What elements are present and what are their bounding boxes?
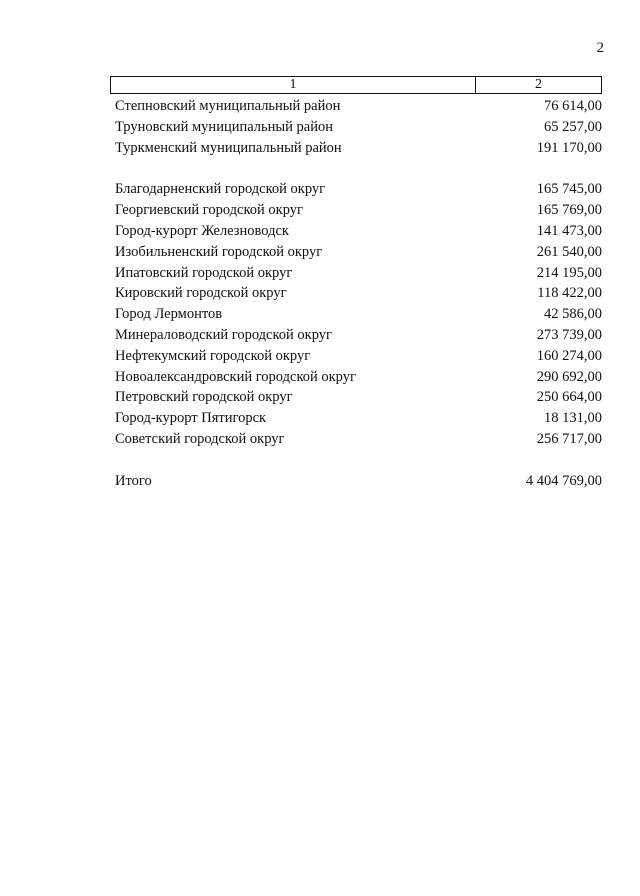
row-name: Труновский муниципальный район [115,118,333,135]
row-value: 290 692,00 [536,368,602,385]
row-value: 191 170,00 [536,139,602,156]
row-value: 160 274,00 [536,347,602,364]
total-label: Итого [115,472,152,489]
row-name: Кировский городской округ [115,285,287,302]
row-value: 76 614,00 [544,98,602,114]
row-value: 141 473,00 [536,222,602,239]
row-name: Благодарненский городской округ [115,181,326,198]
table-row [115,138,602,159]
row-name: Нефтекумский городской округ [115,347,311,364]
row-name: Изобильненский городской округ [115,243,323,260]
row-name: Город-курорт Железноводск [115,222,289,239]
table-row [115,96,602,117]
row-value: 65 257,00 [544,118,602,135]
total-value: 4 404 769,00 [525,472,602,489]
section-spacer [115,158,602,179]
row-name: Георгиевский городской округ [115,202,303,219]
page-number: 2 [596,40,604,56]
table-row [115,429,602,450]
row-value: 165 745,00 [536,181,602,198]
table-row [115,283,602,304]
row-name: Петровский городской округ [115,389,293,406]
table-row [115,367,602,388]
table-body [115,96,602,492]
row-value: 18 131,00 [544,410,602,427]
total-row [115,471,602,492]
table-row [115,242,602,263]
table-row [115,304,602,325]
section-spacer [115,450,602,471]
table-row [115,200,602,221]
row-name: Новоалександровский городской округ [115,368,356,385]
table-row [115,221,602,242]
row-value: 214 195,00 [536,264,602,281]
header-col-1: 1 [111,77,476,93]
table-row [115,408,602,429]
table-row [115,325,602,346]
table-row [115,387,602,408]
table-row [115,179,602,200]
row-value: 118 422,00 [537,285,602,302]
row-name: Город-курорт Пятигорск [115,410,267,427]
header-col-2: 2 [535,77,542,92]
table-row [115,117,602,138]
row-name: Ипатовский городской округ [115,264,293,281]
row-name: Город Лермонтов [115,306,223,323]
row-name: Степновский муниципальный район [115,98,341,114]
row-value: 273 739,00 [536,326,602,343]
row-value: 250 664,00 [536,389,602,406]
table-row [115,263,602,284]
row-value: 165 769,00 [536,202,602,219]
table-header [110,76,602,94]
row-value: 256 717,00 [536,430,602,447]
row-name: Минераловодский городской округ [115,326,332,343]
table-row [115,346,602,367]
row-value: 42 586,00 [544,306,602,323]
row-name: Советский городской округ [115,430,285,447]
row-name: Туркменский муниципальный район [115,139,342,156]
row-value: 261 540,00 [536,243,602,260]
